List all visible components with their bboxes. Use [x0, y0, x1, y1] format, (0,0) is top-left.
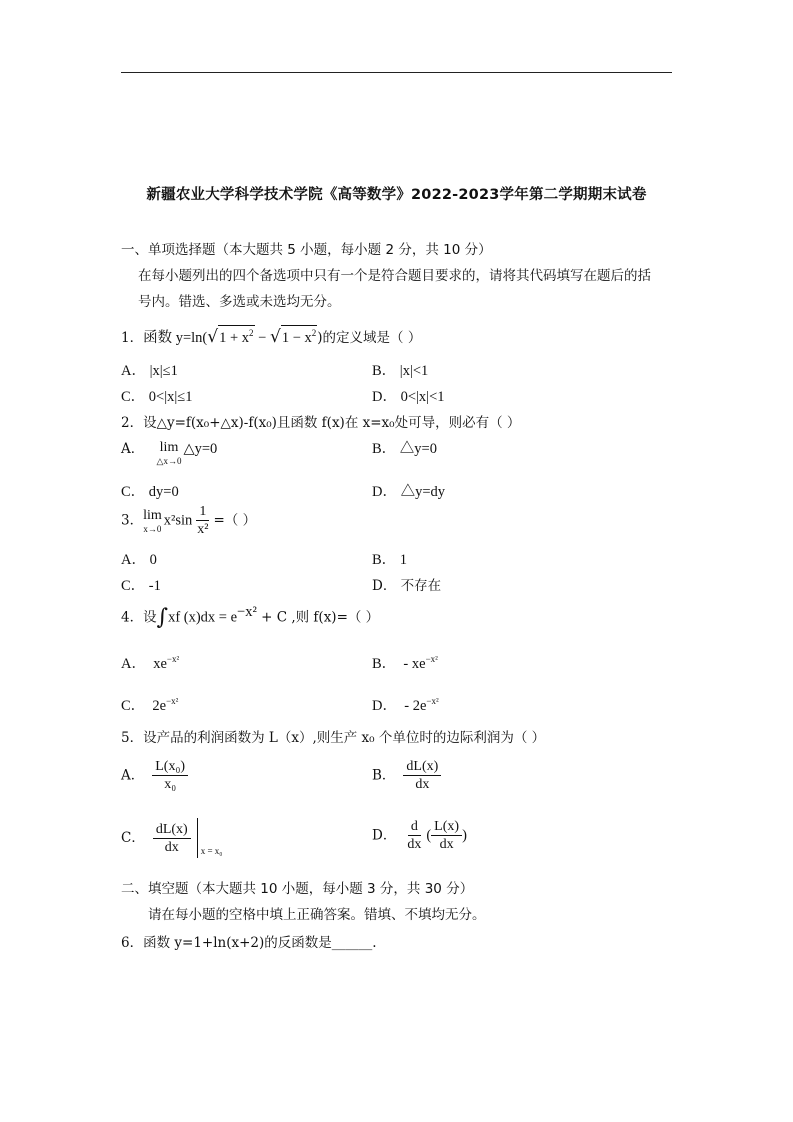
section1-instructions-2: 号内。错选、多选或未选均无分。: [138, 294, 341, 310]
q4-b-base: - xe: [403, 655, 426, 672]
question-4: [121, 603, 380, 630]
q5-b-den: dx: [415, 777, 430, 792]
q5-b-num: dL(x): [403, 758, 441, 776]
q1-option-a: A． |x|≤1: [121, 363, 178, 379]
q4-d-exp: −x²: [426, 696, 439, 706]
q4-c-base: 2e: [152, 697, 167, 714]
q3-num: 3．: [121, 512, 144, 529]
q3-option-d: D． 不存在: [372, 578, 442, 594]
q4-d-label: D．: [372, 697, 397, 714]
section1-instructions-1: 在每小题列出的四个备选项中只有一个是符合题目要求的，请将其代码填写在题后的括: [138, 268, 651, 284]
q4-b-exp: −x²: [425, 654, 438, 664]
q3-lim: lim: [143, 507, 162, 523]
question-3: [121, 503, 256, 538]
q2-a-lim: lim: [159, 440, 179, 455]
q5-b-label: B．: [372, 767, 396, 784]
sqrt-icon: √: [207, 326, 219, 347]
q1-option-b: B． |x|<1: [372, 363, 429, 379]
q5-a-num: L(x₀): [152, 758, 188, 776]
q3-option-b: B． 1: [372, 552, 408, 568]
q4-option-a: [121, 650, 179, 673]
sqrt-icon: √: [269, 326, 281, 347]
q2-a-label: A．: [121, 441, 145, 457]
q3-frac-num: 1: [196, 503, 209, 521]
section1-heading: 一、单项选择题（本大题共 5 小题，每小题 2 分，共 10 分）: [121, 242, 492, 258]
q5-option-a: [121, 758, 190, 793]
q1-prefix: 函数 y=ln(: [143, 329, 208, 346]
question-2: 2．设△y=f(x₀+△x)-f(x₀)且函数 f(x)在 x=x₀处可导，则必有（ ）: [121, 415, 521, 431]
section2-instructions: 请在每小题的空格中填上正确答案。错填、不填均无分。: [148, 907, 486, 923]
q5-d-den1: dx: [407, 837, 422, 852]
q4-expr: xf (x)dx = e: [168, 609, 238, 626]
q3-suffix: =（ ）: [213, 512, 257, 529]
integral-icon: ∫: [156, 605, 169, 630]
q1-suffix: )的定义域是（ ）: [317, 329, 422, 346]
q1-minus: −: [254, 329, 270, 346]
q5-option-d: [372, 818, 467, 853]
q4-exp: −x²: [237, 604, 257, 620]
question-6: 6．函数 y=1+ln(x+2)的反函数是______.: [121, 935, 377, 951]
q2-option-c: C． dy=0: [121, 484, 179, 500]
q4-num: 4．设: [121, 609, 157, 626]
header-rule: [121, 72, 672, 73]
q1-option-c: C． 0<|x|≤1: [121, 389, 193, 405]
section2-heading: 二、填空题（本大题共 10 小题，每小题 3 分，共 30 分）: [121, 881, 474, 897]
q1-num: 1．: [121, 329, 144, 346]
q4-option-b: [372, 650, 438, 673]
evaluation-bar: [197, 818, 237, 858]
question-1: 1．函数 $y=\ln(√1 + x^2 - √1 - x^2)$的定义域是（ ）: [121, 326, 422, 347]
q3-frac-den: x²: [197, 522, 209, 537]
q4-a-exp: −x²: [166, 654, 180, 664]
q5-option-c: [121, 818, 237, 858]
q5-c-label: C．: [121, 830, 145, 846]
q4-option-d: [372, 692, 439, 715]
q2-option-d: D． △y=dy: [372, 484, 446, 500]
q2-option-a: [121, 440, 217, 466]
q5-a-den: x₀: [164, 777, 177, 792]
q5-d-den2: dx: [439, 837, 454, 852]
q5-a-label: A．: [121, 767, 145, 784]
question-5: 5．设产品的利润函数为 L（x）,则生产 x₀ 个单位时的边际利润为（ ）: [121, 730, 546, 746]
q3-option-c: C． -1: [121, 578, 161, 594]
q3-lim-sub: x→0: [143, 523, 162, 534]
q5-d-num2: L(x): [431, 818, 462, 836]
q3-expr: x²sin: [163, 512, 193, 529]
q4-a-label: A．: [121, 655, 146, 672]
q3-option-a: A． 0: [121, 552, 157, 568]
q1-sqrt1: 1 + x: [219, 329, 250, 346]
q4-d-base: - 2e: [404, 697, 427, 714]
q1-sqrt2: 1 − x: [281, 329, 312, 346]
q5-d-num1: d: [408, 818, 421, 836]
q5-option-b: [372, 758, 443, 793]
q2-a-expr: △y=0: [183, 441, 218, 457]
exam-title: 新疆农业大学科学技术学院《高等数学》2022-2023学年第二学期期末试卷: [146, 187, 647, 203]
q4-b-label: B．: [372, 655, 397, 672]
q4-c-label: C．: [121, 697, 146, 714]
q4-c-exp: −x²: [166, 696, 179, 706]
q5-d-open: (: [426, 827, 432, 844]
q2-option-b: B． △y=0: [372, 441, 437, 457]
q5-c-den: dx: [164, 839, 179, 855]
q5-c-eval: x = x₀: [200, 846, 223, 856]
q4-option-c: [121, 692, 178, 715]
q1-option-d: D． 0<|x|<1: [372, 389, 445, 405]
q5-c-num: dL(x): [153, 821, 191, 839]
q2-a-lim-sub: △x→0: [156, 456, 182, 466]
q5-d-label: D．: [372, 827, 397, 844]
q4-a-base: xe: [153, 655, 167, 672]
q5-d-close: ): [462, 827, 467, 844]
q4-suffix: + C ,则 f(x)=（ ）: [256, 609, 380, 626]
